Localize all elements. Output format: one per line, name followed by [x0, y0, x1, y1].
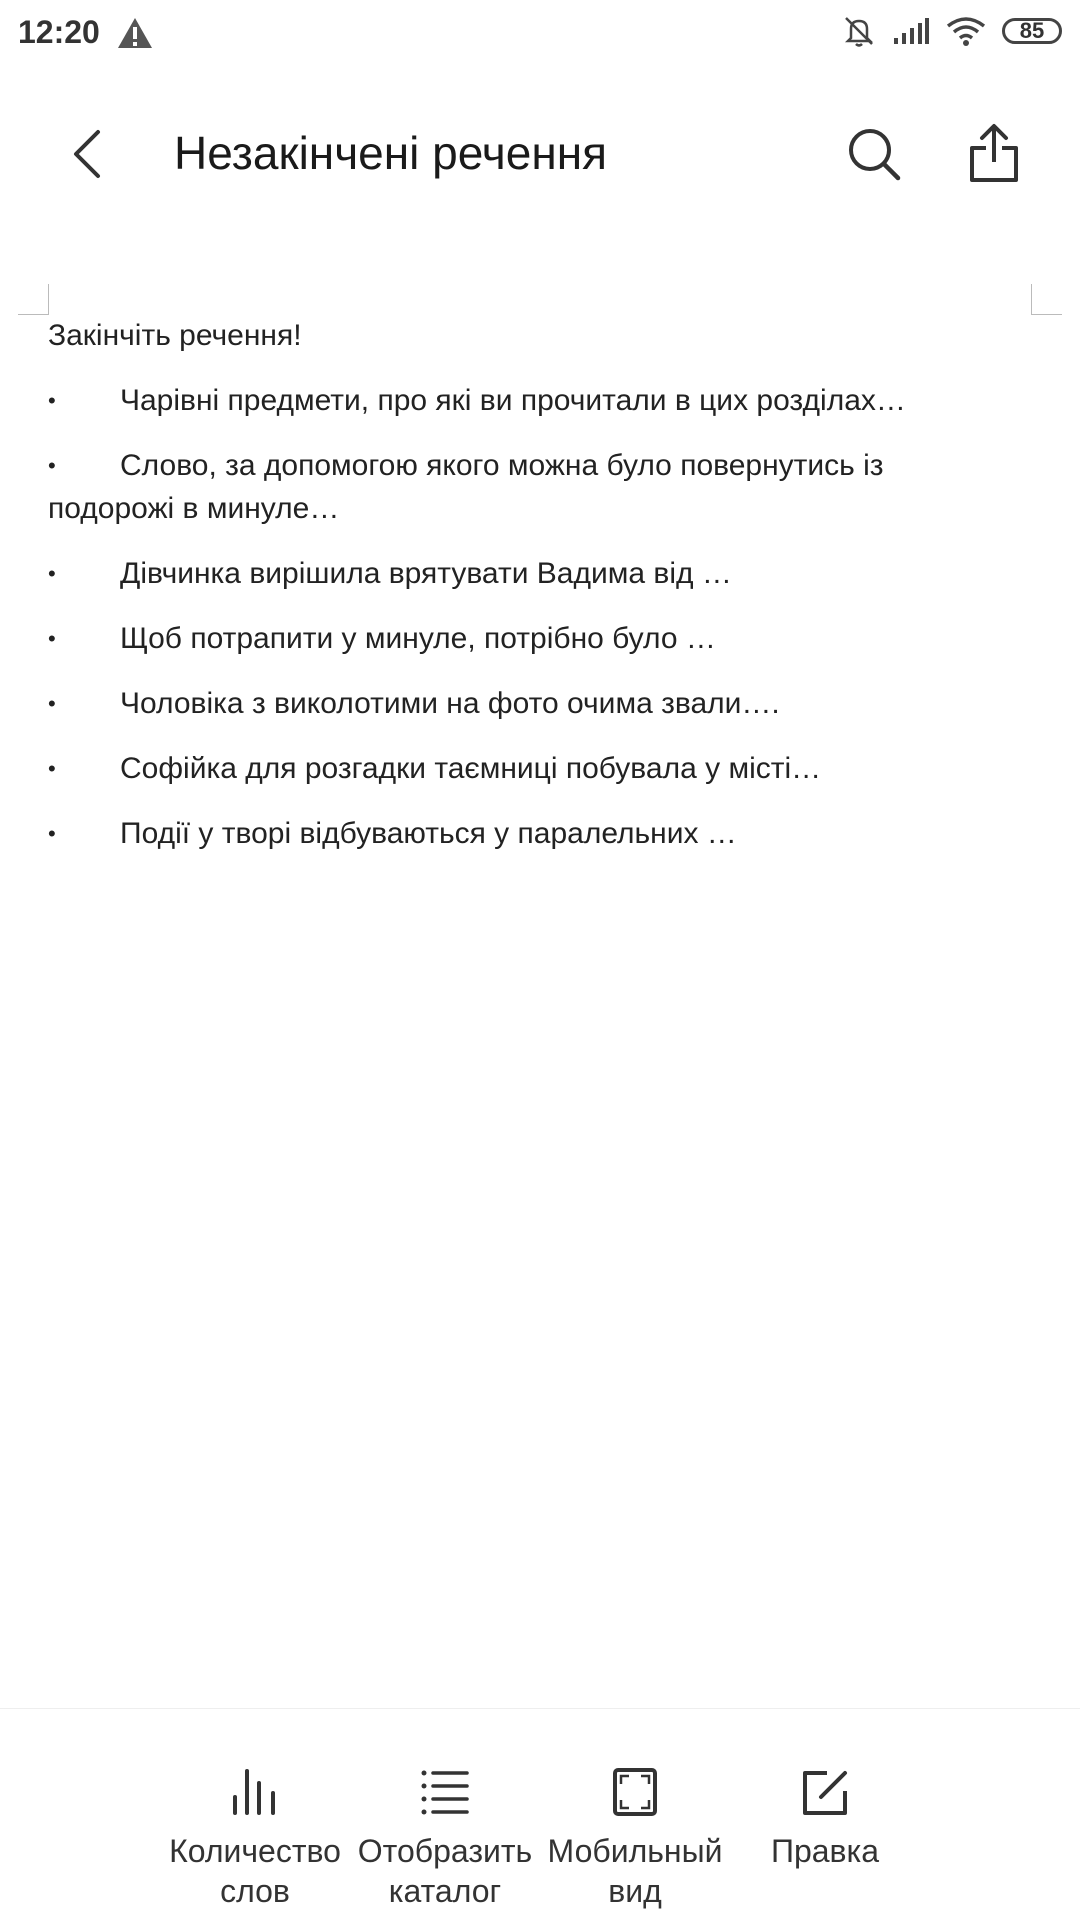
clock: 12:20	[18, 14, 100, 50]
list-item: • Щоб потрапити у минуле, потрібно було …	[48, 617, 1008, 660]
edit-button[interactable]	[730, 1767, 920, 1871]
page-corner-mark	[18, 284, 49, 315]
list-item: • Події у творі відбуваються у паралельних …	[48, 812, 1008, 855]
chevron-left-icon[interactable]	[64, 122, 112, 186]
tool-label: Правка	[770, 1833, 880, 1869]
page-title: Незакінчені речення	[174, 127, 608, 179]
edit-icon	[801, 1767, 849, 1817]
battery-level: 85	[1019, 18, 1045, 43]
page-corner-mark	[1031, 284, 1062, 315]
tool-label: вид	[608, 1873, 662, 1909]
bell-off-icon	[842, 14, 876, 48]
list-item: • Чарівні предмети, про які ви прочитали в цих розділах…	[48, 379, 1008, 422]
status-bar	[0, 0, 1080, 72]
fullscreen-icon	[612, 1767, 658, 1817]
tool-label: Количество	[169, 1833, 341, 1869]
warning-icon	[116, 16, 154, 50]
signal-icon	[892, 16, 930, 46]
word-count-button[interactable]	[160, 1767, 350, 1911]
document-page	[0, 280, 1080, 1680]
wifi-icon	[946, 16, 986, 46]
show-catalog-button[interactable]	[350, 1767, 540, 1911]
tool-label: слов	[220, 1873, 290, 1909]
app-header	[0, 100, 1080, 210]
document-heading: Закінчіть речення!	[48, 319, 302, 352]
mobile-view-button[interactable]	[540, 1767, 730, 1911]
list-item: • Софійка для розгадки таємниці побувала у місті…	[48, 747, 1008, 790]
battery-icon	[1002, 18, 1062, 44]
share-icon[interactable]	[966, 122, 1022, 184]
document-content	[48, 314, 1008, 877]
list-icon	[419, 1767, 471, 1817]
bottom-toolbar	[0, 1708, 1080, 1921]
search-icon[interactable]	[846, 126, 902, 182]
list-item: • Дівчинка вирішила врятувати Вадима від …	[48, 552, 1008, 595]
tool-label: Мобильный	[547, 1833, 723, 1869]
list-item: • Слово, за допомогою якого можна було повернутись із подорожі в минуле…	[48, 444, 1008, 530]
tool-label: Отобразить	[357, 1833, 533, 1869]
tool-label: каталог	[388, 1873, 502, 1909]
list-item: • Чоловіка з виколотими на фото очима звали….	[48, 682, 1008, 725]
chart-icon	[229, 1767, 281, 1817]
